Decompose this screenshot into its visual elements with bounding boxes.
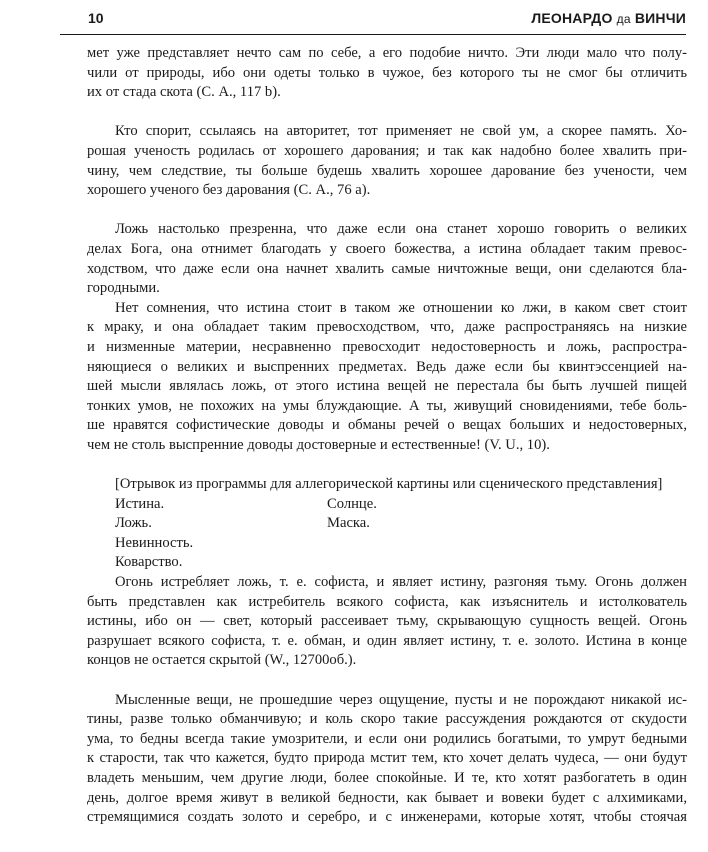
text-line: разрушает всякого софиста, т. е. обман, и один являет истину, т. е. золото. Истина в конце [87,632,687,649]
body-text [87,44,687,828]
cast-row [87,553,687,573]
cast-item: Коварство. [115,554,183,571]
paragraph-gap [87,455,687,475]
text-line: мет уже представляет нечто сам по себе, а его подобие ничто. Эти люди мало что полу- [87,45,687,61]
paragraph-gap [87,671,687,691]
page-header [60,0,686,35]
cast-item: Ложь. [115,515,152,532]
text-line: Огонь истребляет ложь, т. е. софиста, и являет истину, разгоняя тьму. Огонь должен [115,574,687,591]
text-line: чили от природы, ибо они одеты только в чужое, без которого ты не смог бы отличить [87,64,687,81]
paragraph-3 [87,220,687,298]
running-head-surname: ВИНЧИ [634,10,686,26]
text-line: чем не столь выспренние доводы достоверные и естественные! (V. U., 10). [87,436,550,453]
running-head-particle: да [616,12,631,26]
text-line: и низменные материи, несравненно превосходит недостоверность и ложь, распростра- [87,338,687,355]
text-line: делах Бога, она отнимет благодать у своего божества, а истина обладает таким превос- [87,240,687,257]
cast-row [87,534,687,554]
cast-row [87,495,687,515]
paragraph-5 [87,573,687,671]
paragraph-6 [87,691,687,828]
text-line: день, долгое время живут в великой бедности, как бывает и вовеки будет с алхимиками, [87,789,687,806]
cast-row [87,514,687,534]
text-line: владеть меньшим, чем другие люди, более спокойные. И те, кто хотят разбогатеть в один [87,769,687,786]
text-line: их от стада скота (С. А., 117 b). [87,84,281,101]
cast-item: Невинность. [115,534,194,551]
bracket-note: [Отрывок из программы для аллегорической картины или сценического представления] [115,476,663,493]
text-line: чину, чем следствие, ты больше будешь хвалить хорошее дарование без учености, чем [87,162,687,179]
text-line: рошая ученость родилась от хорошего дарования; и так как надобно более хвалить при- [87,142,687,159]
text-line: к старости, так что кажется, будто природа мстит тем, кто хочет делать чудеса, — они будут [87,750,687,767]
text-line: к мраку, и она обладает таким превосходством, что, даже распространяясь на низкие [87,319,687,336]
running-head [531,10,686,26]
text-line: истины, ибо он — свет, который рассеивает тьму, скрывающую сущность вещей. Огонь [87,613,687,630]
cast-item: Маска. [327,515,370,532]
text-line: ше нравятся софистические доводы и обманы речей о вещах больших и недостоверных, [87,417,687,434]
text-line: городными. [87,280,160,297]
cast-item: Истина. [115,495,165,512]
text-line: Мысленные вещи, не прошедшие через ощущение, пусты и не порождают никакой ис- [115,691,687,708]
text-line: быть представлен как истребитель всякого софиста, как изъяснитель и истолкователь [87,593,687,610]
text-line: няющиеся о великих и выспренних предметах. Ведь даже если бы квинтэссенцией на- [87,358,687,375]
text-line: ходством, что даже если она начнет хвалить самые ничтожные вещи, они сделаются бла- [87,260,687,277]
paragraph-2 [87,122,687,200]
text-line: концов не остается скрытой (W., 12700об.). [87,652,357,669]
text-line: шей мысли являлась ложь, от этого истина вещей не перестала бы быть лучшей пищей [87,378,687,395]
text-line: Ложь настолько презренна, что даже если она станет хорошо говорить о великих [115,221,687,238]
running-head-name: ЛЕОНАРДО [531,10,613,26]
paragraph-1 [87,44,687,103]
text-line: хорошего ученого без дарования (С. А., 76 а). [87,182,371,199]
text-line: стремящимися создать золото и серебро, и с инженерами, которые хотят, чтобы стоячая [87,809,687,826]
text-line: ума, то бедны всегда такие умозрители, и если они родились богатыми, то умрут бедными [87,730,687,747]
text-line: Нет сомнения, что истина стоит в таком же отношении ко лжи, в каком свет стоит [115,299,687,316]
paragraph-gap [87,103,687,123]
paragraph-4 [87,299,687,456]
cast-item: Солнце. [327,495,377,512]
paragraph-gap [87,201,687,221]
text-line: Кто спорит, ссылаясь на авторитет, тот применяет не свой ум, а скорее память. Хо- [115,123,687,140]
cast-list [87,495,687,573]
text-line: тонких умов, не похожих на умы блуждающие. А ты, живущий сновидениями, тебе боль- [87,397,687,414]
text-line: тины, разве только обманчивую; и коль скоро такие рассуждения рождаются от скудости [87,711,687,728]
page-number: 10 [88,10,104,26]
